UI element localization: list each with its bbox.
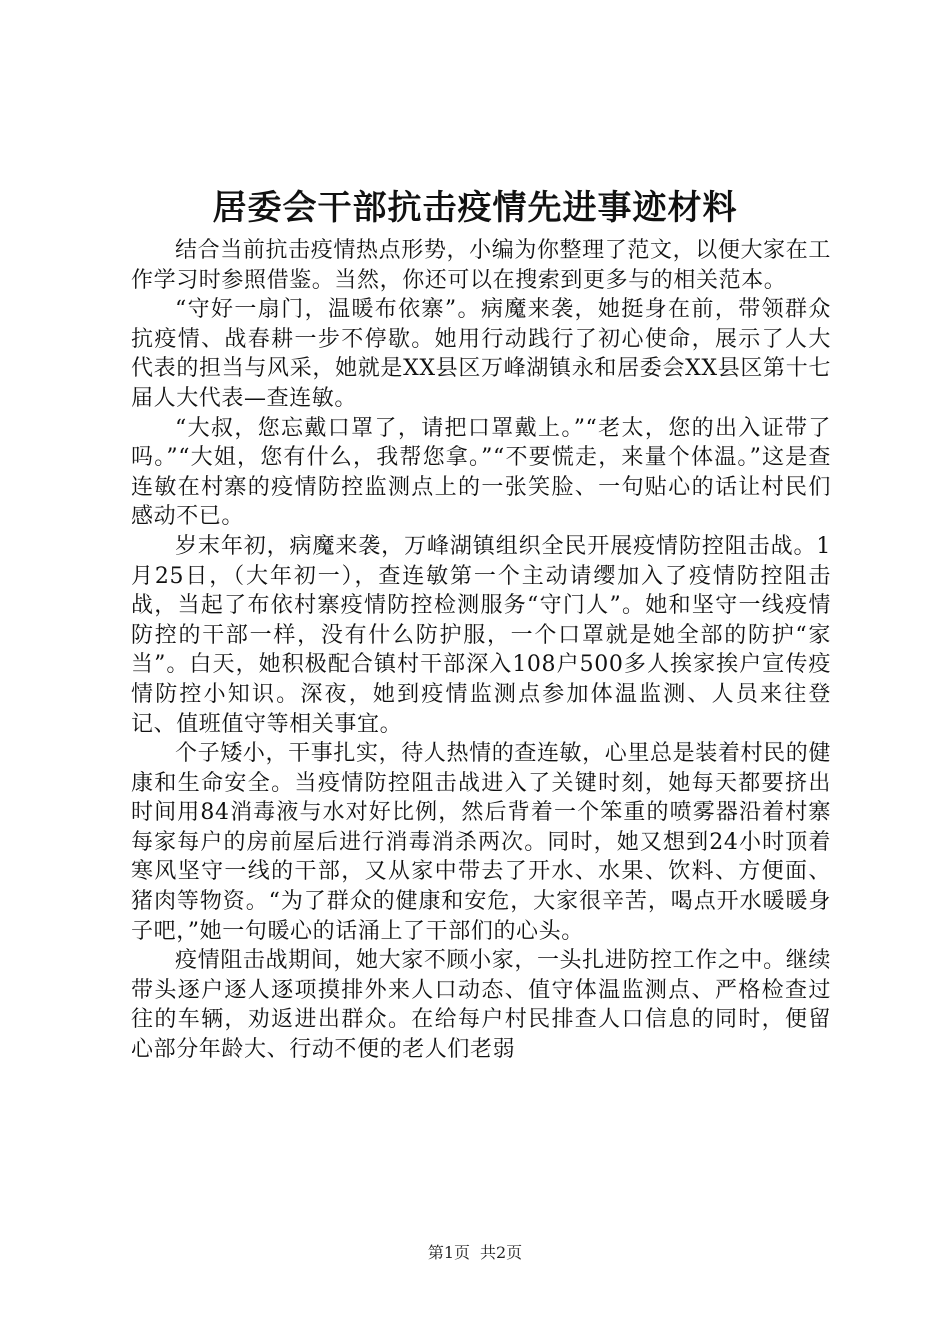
paragraph-disinfection: 个子矮小，干事扎实，待人热情的查连敏，心里总是装着村民的健康和生命安全。当疫情防控阻击战进入了关键时刻，她每天都要挤出时间用84消毒液与水对好比例，然后背着一个笨重的喷雾器沿着村寨每家每户的房前屋后进行消毒消杀两次。同时，她又想到24小时顶着寒风坚守一线的干部，又从家中带去了开水、水果、饮料、方便面、猪肉等物资。“为了群众的健康和安危，大家很辛苦，喝点开水暖暖身子吧，”她一句暖心的话涌上了干部们的心头。 [131,741,831,944]
page-number-total: 共2页 [480,1243,523,1262]
page-footer [0,1242,950,1264]
document-title: 居委会干部抗击疫情先进事迹材料 [212,188,738,228]
paragraph-new-year: 岁末年初，病魔来袭，万峰湖镇组织全民开展疫情防控阻击战。1月25日，（大年初一），查连敏第一个主动请缨加入了疫情防控阻击战，当起了布依村寨疫情防控检测服务“守门人”。她和坚守一线疫情防控的干部一样，没有什么防护服，一个口罩就是她全部的防护“家当”。白天，她积极配合镇村干部深入108户500多人挨家挨户宣传疫情防控小知识。深夜，她到疫情监测点参加体温监测、人员来往登记、值班值守等相关事宜。 [131,533,831,737]
paragraph-screening: 疫情阻击战期间，她大家不顾小家，一头扎进防控工作之中。继续带头逐户逐人逐项摸排外来人口动态、值守体温监测点、严格检查过往的车辆，劝返进出群众。在给每户村民排查人口信息的同时，便留心部分年龄大、行动不便的老人们老弱 [131,948,831,1063]
document-body [131,236,831,1065]
paragraph-intro: 结合当前抗击疫情热点形势，小编为你整理了范文，以便大家在工作学习时参照借鉴。当然，你还可以在搜索到更多与的相关范本。 [131,238,831,293]
paragraph-greetings: “大叔，您忘戴口罩了，请把口罩戴上。”“老太，您的出入证带了吗。”“大姐，您有什么，我帮您拿。”“不要慌走，来量个体温。”这是查连敏在村寨的疫情防控监测点上的一张笑脸、一句贴心的话让村民们感动不已。 [131,415,831,530]
paragraph-gatekeeper: “守好一扇门，温暖布依寨”。病魔来袭，她挺身在前，带领群众抗疫情、战春耕一步不停歇。她用行动践行了初心使命，展示了人大代表的担当与风采，她就是XX县区万峰湖镇永和居委会XX县区第十七届人大代表—查连敏。 [131,297,831,411]
page-number-current: 第1页 [427,1243,470,1262]
